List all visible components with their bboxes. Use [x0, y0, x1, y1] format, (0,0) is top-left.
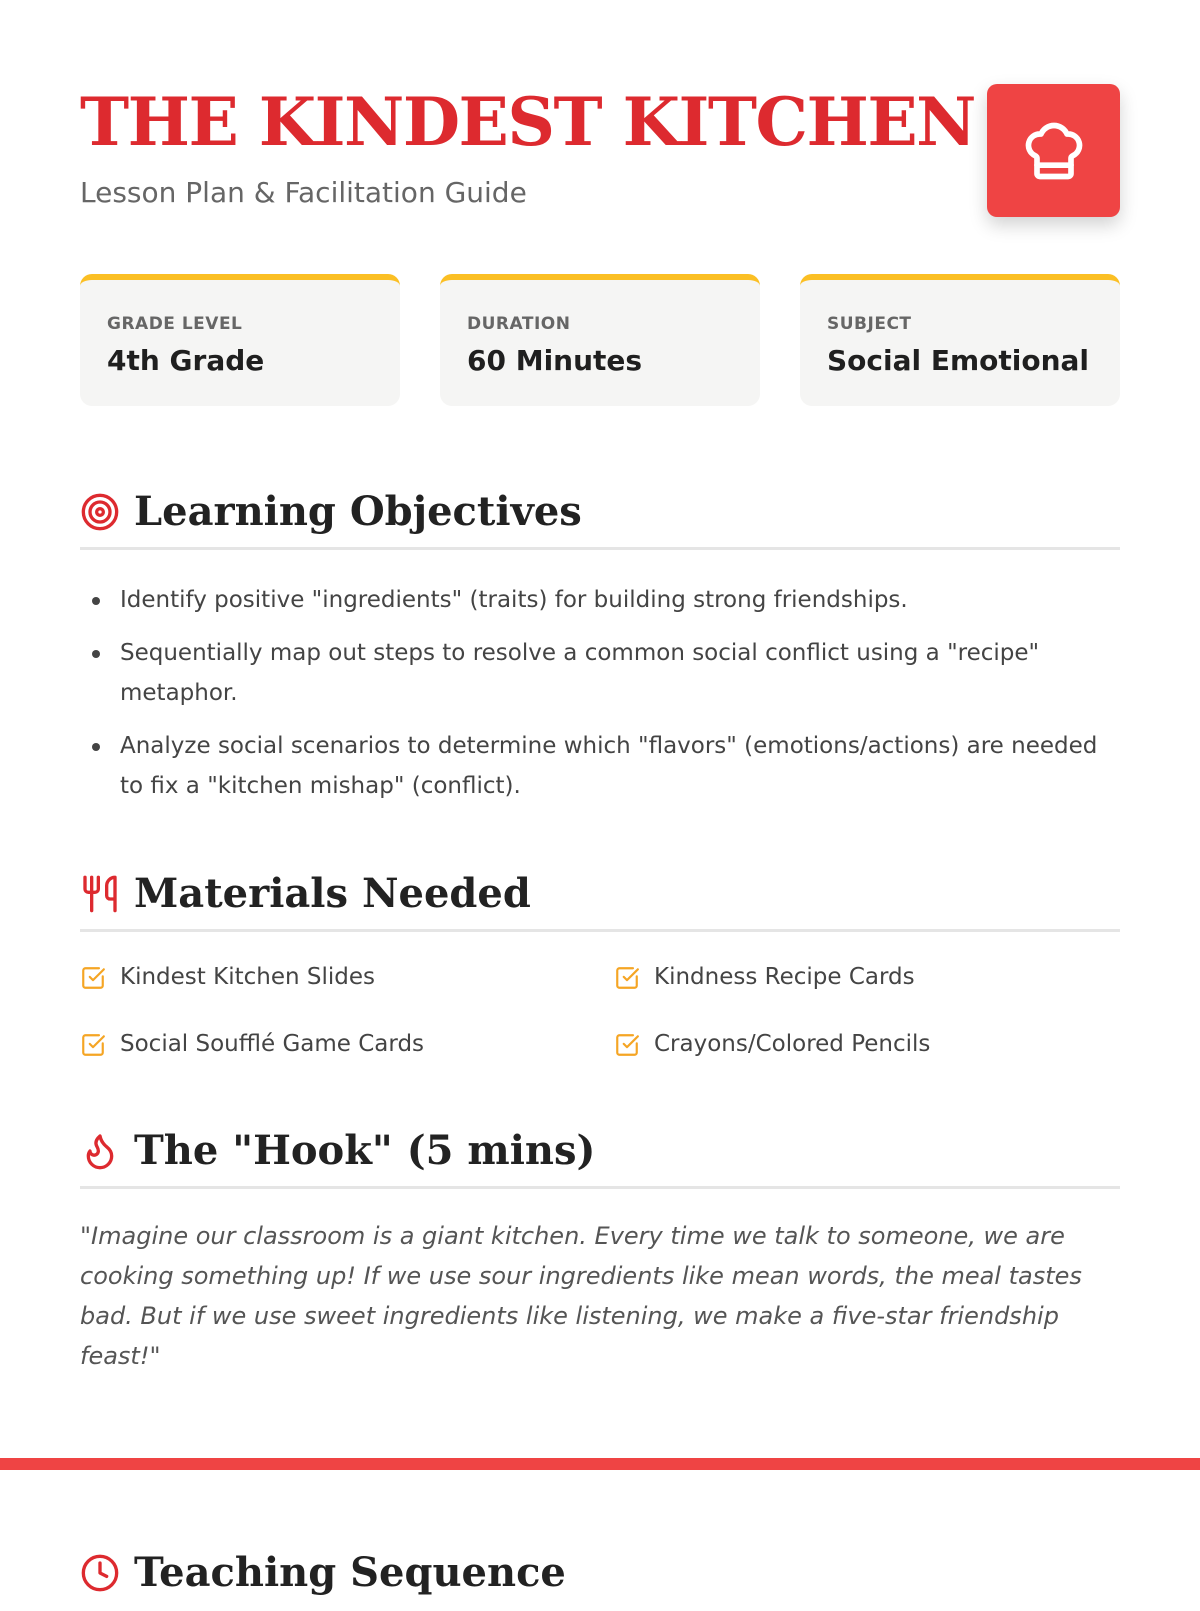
info-card-duration — [440, 274, 760, 406]
page-title: THE KINDEST KITCHEN — [80, 83, 975, 161]
objectives-list — [80, 580, 1120, 819]
card-label: GRADE LEVEL — [107, 314, 243, 334]
clock-icon — [80, 1553, 120, 1593]
flame-icon — [80, 1131, 120, 1171]
material-label: Kindest Kitchen Slides — [120, 964, 375, 990]
section-title: The "Hook" (5 mins) — [134, 1127, 596, 1174]
section-title: Learning Objectives — [134, 488, 582, 535]
section-header-hook — [80, 1123, 1120, 1189]
info-card-subject — [800, 274, 1120, 406]
checkbox-icon — [614, 1032, 640, 1058]
checkbox-icon — [614, 965, 640, 991]
material-label: Social Soufflé Game Cards — [120, 1031, 425, 1057]
chef-hat-icon — [1020, 117, 1088, 185]
utensils-icon — [80, 874, 120, 914]
materials-grid — [80, 960, 1120, 1070]
section-header-objectives — [80, 484, 1120, 550]
material-label: Kindness Recipe Cards — [654, 964, 915, 990]
list-item: Sequentially map out steps to resolve a common social conflict using a "recipe" metaphor. — [80, 633, 1120, 713]
card-value: Social Emotional — [827, 344, 1090, 377]
info-card-grade — [80, 274, 400, 406]
card-label: SUBJECT — [827, 314, 912, 334]
section-divider — [0, 1458, 1200, 1470]
card-value: 4th Grade — [107, 344, 265, 377]
section-title: Materials Needed — [134, 870, 531, 917]
target-icon — [80, 492, 120, 532]
card-label: DURATION — [467, 314, 571, 334]
material-label: Crayons/Colored Pencils — [654, 1031, 931, 1057]
section-header-materials — [80, 866, 1120, 932]
hook-quote: "Imagine our classroom is a giant kitchen. Every time we talk to someone, we are cooking something up! If we use sour ingredients like mean words, the meal tastes bad. But if we use sweet ingredients like listening, we make a five-star friendship feast!" — [80, 1222, 1082, 1370]
header — [80, 82, 1120, 222]
info-cards — [80, 274, 1120, 406]
page-subtitle: Lesson Plan & Facilitation Guide — [80, 176, 527, 209]
card-value: 60 Minutes — [467, 344, 643, 377]
chef-hat-badge — [987, 84, 1120, 217]
section-title: Teaching Sequence — [134, 1549, 566, 1596]
section-header-sequence — [80, 1545, 1120, 1611]
list-item: Analyze social scenarios to determine which "flavors" (emotions/actions) are needed to fix a "kitchen mishap" (conflict). — [80, 726, 1120, 806]
list-item: Identify positive "ingredients" (traits) for building strong friendships. — [80, 580, 1120, 620]
checkbox-icon — [80, 1032, 106, 1058]
checkbox-icon — [80, 965, 106, 991]
